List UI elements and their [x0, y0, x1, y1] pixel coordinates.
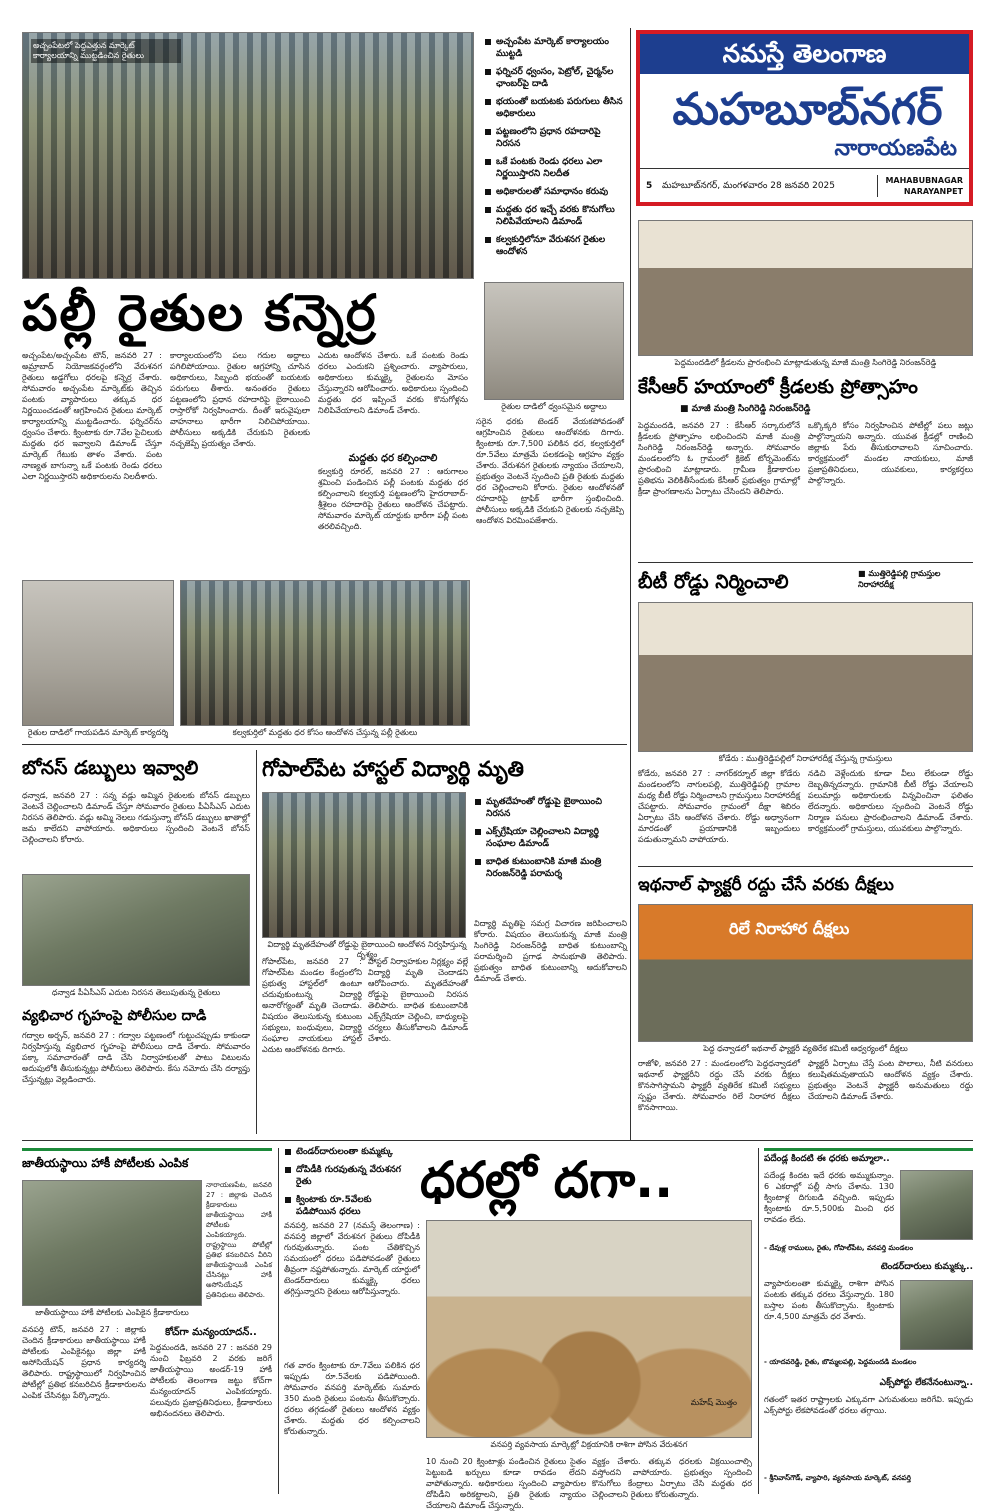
- police-body: గద్వాల అర్బన్‌, జనవరి 27 : గద్వాల పట్టణంలో గుట్టుచప్పుడు కాకుండా నిర్వహిస్తున్న వ్యభిచార గృహంపై పోలీసులు దాడి చేశారు. సోమవారం పక్కా సమాచారంతో దాడి చేసి నిర్వాహకులతో పాటు విటులను అదుపులోకి తీసుకున్నట్లు పోలీసులు తెలిపారు. కేసు నమోదు చేసి దర్యాప్తు చేస్తున్నట్లు వెల్లడించారు.: [22, 1031, 250, 1084]
- sports-headline: కేసీఆర్ హయాంలో క్రీడలకు ప్రోత్సాహం: [638, 376, 918, 398]
- hostel-bullet: బాధిత కుటుంబానికి మాజీ మంత్రి నిరంజన్‌రెడ్డి పరామర్శ: [474, 856, 627, 880]
- bt-road-col-1: కోడేరు, జనవరి 27 : నాగర్‌కర్నూల్‌ జిల్లా కోడేరు మండలంలోని నాగులపల్లి, ముత్తిరెడ్డిపల్లి గ్రామాల మధ్య బీటీ రోడ్డు నిర్మించాలని గ్రామస్తులు నిరాహారదీక్ష చేపట్టారు. సోమవారం గ్రామంలో దీక్షా శిబిరం ఏర్పాటు చేసి ఆందోళన చేశారు. రోడ్డు అధ్వానంగా మారడంతో ప్రయాణానికి ఇబ్బందులు పడుతున్నామని వాపోయారు.: [638, 769, 800, 844]
- hockey-photo-caption: జాతీయస్థాయి హాకీ పోటీలకు ఎంపికైన క్రీడాకారులు: [35, 1308, 189, 1317]
- ethanol-headline: ఇథనాల్ ఫ్యాక్టరీ రద్దు చేసే వరకు దీక్షలు: [638, 875, 894, 895]
- price-col-1: వనపర్తి, జనవరి 27 (నమస్తే తెలంగాణ) : వనపర్తి జిల్లాలో వేరుశనగ రైతులు దోపిడీకి గురవుతున్నారు. పంట చేతికొచ్చిన సమయంలో ధరలు పడిపోవడంతో రైతులు తీవ్రంగా నష్టపోతున్నారు. మార్కెట్‌ యార్డులో టెండర్‌దారులు కుమ్మక్కై ధరలు తగ్గిస్తున్నారని రైతులు ఆరోపిస్తున్నారు.: [284, 1221, 420, 1296]
- lead-col-3b: కల్వకుర్తి రూరల్‌, జనవరి 27 : ఆరుగాలం శ్రమించి పండించిన పల్లీ పంటకు మద్దతు ధర కల్పించాలని కల్వకుర్తి పట్టణంలోని హైదరాబాద్‌-శ్రీశైలం రహదారిపై రైతులు ఆందోళన చేపట్టారు. సోమవారం మార్కెట్‌ యార్డుకు భారీగా పల్లీ పంట తరలివచ్చింది.: [318, 467, 468, 531]
- edition-city: మహబూబ్‌నగర్: [672, 84, 943, 135]
- page-number: 5: [646, 181, 653, 191]
- lead-bullet: మద్దతు ధర ఇచ్చే వరకు కొనుగోలు నిలిపివేయాలని డిమాండ్: [484, 204, 624, 228]
- edition-subcity: నారాయణపేట: [834, 136, 957, 161]
- bt-road-side-note: ■ ముత్తిరెడ్డిపల్లి గ్రామస్తుల నిరాహారదీక్ష: [858, 569, 941, 589]
- ethanol-banner-text: రిలే నిరాహార దీక్షలు: [729, 919, 850, 938]
- bt-road-photo-caption: కోడేరు : ముత్తిరెడ్డిపల్లిలో నిరాహారదీక్ష చేస్తున్న గ్రామస్తులు: [718, 754, 893, 763]
- lead-bullet: భయంతో బయటకు పరుగులు తీసిన అధికారులు: [484, 96, 624, 120]
- ethanol-photo-caption: పెద్ద ధన్వాడలో ఇథనాల్ ఫ్యాక్టరీ వ్యతిరేక కమిటీ ఆధ్వర్యంలో దీక్షలు: [703, 1044, 908, 1053]
- price-col-4: వ్యక్తం చేశారు. తక్కువ ధరలకు విక్రయించాల్సి వస్తోందని వాపోయారు. ప్రభుత్వం స్పందించి కొనుగోలు కేంద్రాలు ఏర్పాటు చేసి మద్దతు ధర చెల్లించాలని రైతులు కోరుతున్నారు.: [592, 1457, 752, 1499]
- hockey-col-1: వనపర్తి టౌన్‌, జనవరి 27 : జిల్లాకు చెందిన క్రీడాకారులు జాతీయస్థాయి హాకీ పోటీలకు ఎంపికైనట్లు జిల్లా హాకీ అసోసియేషన్‌ ప్రధాన కార్యదర్శి తెలిపారు. రాష్ట్రస్థాయిలో నిర్వహించిన పోటీల్లో ప్రతిభ కనబరిచిన క్రీడాకారులను ఎంపిక చేసినట్లు పేర్కొన్నారు.: [22, 1325, 146, 1400]
- bonus-headline: బోనస్ డబ్బులు ఇవ్వాలి: [22, 757, 199, 779]
- sports-photo-caption: పెద్దమందడిలో క్రీడలను ప్రారంభించి మాట్లాడుతున్న మాజీ మంత్రి సింగిరెడ్డి నిరంజన్‌రెడ్డి: [674, 358, 937, 367]
- quote-2-body: వ్యాపారులంతా కుమ్మక్కై రాశిగా పోసిన పంటకు తక్కువ ధరలు వేస్తున్నారు. 180 బస్తాల పంట తీసుకొచ్చాను. క్వింటాకు రూ.4,500 మాత్రమే ధర వేశారు.: [764, 1279, 894, 1321]
- hostel-col-2: హాస్టల్‌ నిర్వాహకుల నిర్లక్ష్యం వల్లే విద్యార్థి మృతి చెందాడని ఆరోపించారు. మృతదేహంతో రోడ్డుపై బైఠాయించి నిరసన తెలిపారు. బాధిత కుటుంబానికి ఎక్స్‌గ్రేషియా చెల్లించి, బాధ్యులపై చర్యలు తీసుకోవాలని డిమాండ్‌ చేశారు.: [368, 957, 468, 1043]
- divider: [256, 750, 257, 1134]
- sports-photo: [638, 220, 973, 356]
- quote-2-title: టెండర్‌దారులు కుమ్మక్కు..: [880, 1262, 973, 1272]
- lead-col-4: సరైన ధరకు టెండర్‌ వేయకపోవడంతో ఆగ్రహించిన రైతులు ఆందోళనకు దిగారు. క్వింటాకు రూ.7,500 పలికిన ధర, కల్వకుర్తిలో రూ.5వేలు మాత్రమే పలకడంపై ఆగ్రహం వ్యక్తం చేశారు. వేరుశనగ రైతులకు న్యాయం చేయాలని, ప్రభుత్వం వెంటనే స్పందించి ప్రతి రైతుకు మద్దతు ధర చెల్లించాలని కోరారు. రైతుల ఆందోళనతో రహదారిపై ట్రాఫిక్‌ భారీగా స్తంభించింది. పోలీసులు అక్కడికి చేరుకుని రైతులకు నచ్చజెప్పి ఆందోళన విరమింపజేశారు.: [476, 417, 624, 525]
- secretary-photo-caption: రైతుల దాడిలో గాయపడిన మార్కెట్ కార్యదర్శి: [27, 728, 169, 737]
- room-photo: [484, 282, 624, 400]
- lead-bullet: ఫర్నిచర్ ధ్వంసం, పెట్రోల్, చైర్మన్‌ల ఛాంబర్‌పై దాడి: [484, 66, 624, 90]
- quote-2-attrib: - యాదవరెడ్డి, రైతు, బొమ్మలపల్లి, పెద్దమందడి మండలం: [764, 1358, 917, 1366]
- quote-3-attrib: - శ్రీనివాస్‌గౌడ్‌, వ్యాపారి, వ్యవసాయ మార్కెట్‌, వనపర్తి: [764, 1474, 911, 1482]
- lead-photo: [22, 32, 474, 279]
- quotes-top-bar: [764, 1148, 973, 1151]
- hostel-photo: [262, 792, 466, 938]
- quote-3-title: ఎక్స్‌పోర్టు లేకనేనంటున్నా..: [879, 1378, 973, 1388]
- lead-col-1: అచ్చంపేట/అచ్చంపేట టౌన్, జనవరి 27 : అమ్రాబాద్‌ నియోజకవర్గంలోని వేరుశనగ రైతులు అడ్డగోలు ధరలపై కన్నెర్ర చేశారు. సోమవారం అచ్చంపేట మార్కెట్‌కు తెచ్చిన పంటకు వ్యాపారులు తక్కువ ధర నిర్ణయించడంతో ఆగ్రహించిన రైతులు మార్కెట్‌ కార్యాలయాన్ని ముట్టడించారు. ఫర్నిచర్‌ను ధ్వంసం చేశారు. క్వింటాకు రూ.7వేల పైచిలుకు మద్దతు ధర ఇవ్వాలని డిమాండ్‌ చేస్తూ మార్కెట్‌ గేటుకు తాళం వేశారు. పంట నాణ్యత బాగున్నా ఒకే పంటకు రెండు ధరలు ఎలా నిర్ణయిస్తారని అధికారులను నిలదీశారు.: [22, 351, 162, 481]
- ethanol-col-1: రాజోళి, జనవరి 27 : మండలంలోని పెద్దధన్వాడలో ఇథనాల్‌ ఫ్యాక్టరీని రద్దు చేసే వరకు దీక్షలు కొనసాగిస్తామని ఫ్యాక్టరీ వ్యతిరేక కమిటీ సభ్యులు స్పష్టం చేశారు. సోమవారం రిలే నిరాహార దీక్షలు కొనసాగాయి.: [638, 1059, 800, 1112]
- quote-1-body: పదేండ్ల కిందట ఇదే ధరకు అమ్ముకున్నాం. 6 ఎకరాల్లో పల్లీ సాగు చేశాను. 130 క్వింటాళ్ల దిగుబడి వచ్చింది. ఇప్పుడు క్వింటాకు రూ.5,500కు మించి ధర రావడం లేదు.: [764, 1171, 894, 1224]
- lead-col-3: ఎదుట ఆందోళన చేశారు. ఒకే పంటకు రెండు ధరలు ఎందుకని ప్రశ్నించారు. వ్యాపారులు, అధికారులు కుమ్మక్కై రైతులను మోసం చేస్తున్నారని ఆరోపించారు. అధికారులు స్పందించి మద్దతు ధర ఇప్పించే వరకు కొనుగోళ్లను నిలిపివేయాలని డిమాండ్‌ చేశారు.: [318, 351, 468, 415]
- hostel-col-3-top: విద్యార్థి మృతిపై సమగ్ర విచారణ జరిపించాలని కోరారు. విషయం తెలుసుకున్న మాజీ మంత్రి సింగిరెడ్డి నిరంజన్‌రెడ్డి బాధిత కుటుంబాన్ని పరామర్శించి ప్రగాఢ సానుభూతి తెలిపారు. ప్రభుత్వం బాధిత కుటుంబాన్ని ఆదుకోవాలని డిమాండ్‌ చేశారు.: [474, 919, 627, 983]
- divider: [22, 1140, 973, 1141]
- sports-col-2: ఒక్కొక్కరి కోసం నిర్వహించిన పోటీల్లో పలు జట్లు పాల్గొన్నాయని అన్నారు. యువత క్రీడల్లో రాణించి జిల్లాకు పేరు తీసుకురావాలని సూచించారు. కార్యక్రమంలో మండల నాయకులు, మాజీ ప్రజాప్రతినిధులు, యువకులు, కార్యకర్తలు పాల్గొన్నారు.: [808, 421, 973, 485]
- hostel-photo-caption: విద్యార్థి మృతదేహంతో రోడ్డుపై బైఠాయించి ఆందోళన నిర్వహిస్తున్న దృశ్యం: [267, 940, 467, 959]
- lead-bullet: ఒకే పంటకు రెండు ధరలు ఎలా నిర్ణయిస్తారని నిలదీత: [484, 156, 624, 180]
- lead-photo-caption: అచ్చంపేటలో పెద్దఎత్తున మార్కెట్ కార్యాలయాన్ని ముట్టడించిన రైతులు: [31, 39, 181, 63]
- quote-1-title: పదేండ్ల కిందటి ఈ ధరకు అమ్మాలా..: [764, 1154, 890, 1164]
- divider: [638, 866, 973, 867]
- masthead-meta: [640, 168, 969, 206]
- bonus-photo-caption: ధన్వాడ పీఏసీఎస్ ఎదుట నిరసన తెలుపుతున్న రైతులు: [51, 988, 221, 997]
- price-bullets: [284, 1146, 414, 1224]
- hockey-headline: జాతీయస్థాయి హాకీ పోటీలకు ఎంపిక: [22, 1156, 189, 1170]
- divider: [22, 744, 627, 745]
- bt-road-headline: బీటీ రోడ్డు నిర్మించాలి: [638, 571, 789, 593]
- quote-1-attrib: - దేవుళ్ల రాములు, రైతు, గోపాల్‌పేట, వనపర్తి మండలం: [764, 1244, 914, 1252]
- farmer-1-photo: [900, 1170, 973, 1240]
- hostel-col-1: గోపాల్‌పేట, జనవరి 27 : గోపాల్‌పేట మండల కేంద్రంలోని ప్రభుత్వ హాస్టల్‌లో ఉంటూ చదువుకుంటున్న విద్యార్థి అనారోగ్యంతో మృతి చెందాడు. విషయం తెలుసుకున్న కుటుంబ సభ్యులు, బంధువులు, విద్యార్థి సంఘాల నాయకులు హాస్టల్‌ ఎదుట ఆందోళనకు దిగారు.: [262, 957, 362, 1054]
- masthead: [636, 30, 973, 206]
- hockey-subhead: కోచ్‌గా మన్యంయాదన్..: [165, 1327, 257, 1338]
- bonus-photo: [22, 874, 250, 986]
- lead-bullet: అధికారులతో సమాధానం కరువు: [484, 186, 624, 198]
- divider: [278, 1148, 279, 1494]
- lead-bullet: అచ్చంపేట మార్కెట్ కార్యాలయం ముట్టడి: [484, 36, 624, 60]
- hockey-col-2: పెద్దమందడి, జనవరి 27 : జనవరి 29 నుంచి ఫిబ్రవరి 2 వరకు జరిగే జాతీయస్థాయి అండర్‌-19 హాకీ పోటీలకు తెలంగాణ జట్టు కోచ్‌గా మన్యంయాదన్‌ ఎంపికయ్యారు. పలువురు ప్రజాప్రతినిధులు, క్రీడాకారులు అభినందనలు తెలిపారు.: [150, 1343, 272, 1418]
- price-bullet: టెండర్‌దారులంతా కుమ్మక్కు: [284, 1146, 414, 1158]
- divider: [638, 562, 973, 563]
- publish-date: మహబూబ్‌నగర్, మంగళవారం 28 జనవరి 2025: [662, 181, 835, 191]
- price-col-2: గత వారం క్వింటాకు రూ.7వేలు పలికిన ధర ఇప్పుడు రూ.5వేలకు పడిపోయింది. సోమవారం వనపర్తి మార్కెట్‌కు సుమారు 350 మంది రైతులు పంటను తీసుకొచ్చారు. ధరలు తగ్గడంతో రైతులు ఆందోళన వ్యక్తం చేశారు. మద్దతు ధర కల్పించాలని కోరుతున్నారు.: [284, 1361, 420, 1436]
- lead-subhead: మద్దతు ధర కల్పించాలి: [348, 453, 438, 464]
- hockey-headline-bar: [22, 1148, 272, 1151]
- hostel-bullets: [474, 796, 627, 886]
- sports-byline: ■ మాజీ మంత్రి సింగిరెడ్డి నిరంజన్‌రెడ్డి: [680, 404, 811, 414]
- price-photo: [426, 1220, 752, 1438]
- hockey-side: నారాయణపేట, జనవరి 27 : జిల్లాకు చెందిన క్రీడాకారులు జాతీయస్థాయి హాకీ పోటీలకు ఎంపికయ్యారు. రాష్ట్రస్థాయి పోటీల్లో ప్రతిభ కనబరిచిన వీరిని జాతీయస్థాయికి ఎంపిక చేసినట్లు హాకీ అసోసియేషన్‌ ప్రతినిధులు తెలిపారు.: [206, 1181, 272, 1299]
- hostel-headline: గోపాల్‌పేట హాస్టల్ విద్యార్థి మృతి: [262, 757, 524, 781]
- bt-road-col-2: నడిచి వెళ్లేందుకు కూడా వీలు లేకుండా రోడ్డు దెబ్బతిన్నదన్నారు. గ్రామానికి బీటీ రోడ్డు వేయాలని పలుమార్లు అధికారులకు విన్నవించినా ఫలితం లేదన్నారు. అధికారులు స్పందించి వెంటనే రోడ్డు నిర్మాణ పనులు ప్రారంభించాలని డిమాండ్‌ చేశారు. కార్యక్రమంలో గ్రామస్తులు, యువకులు పాల్గొన్నారు.: [808, 769, 973, 833]
- lead-bullet: కల్వకుర్తిలోనూ వేరుశనగ రైతుల ఆందోళన: [484, 234, 624, 258]
- hostel-bullet: ఎక్స్‌గ్రేషియా చెల్లించాలని విద్యార్థి సంఘాల డిమాండ్: [474, 826, 627, 850]
- kalwakurthy-photo: [180, 580, 470, 726]
- byline-square-icon: ■: [680, 404, 692, 414]
- side-note-square-icon: ■: [858, 569, 869, 578]
- lead-bullets: [484, 36, 624, 264]
- secretary-photo: [22, 580, 174, 726]
- police-headline: వ్యభిచార గృహంపై పోలీసుల దాడి: [22, 1008, 207, 1024]
- price-col-3: 10 నుంచి 20 క్వింటాళ్లు పండించిన రైతులు సైతం పెట్టుబడి ఖర్చులు కూడా రావడం లేదని వాపోతున్నారు. అధికారులు స్పందించి వ్యాపారుల దోపిడీని అరికట్టాలని, ప్రతి రైతుకు న్యాయం చేయాలని డిమాండ్‌ చేస్తున్నారు.: [426, 1457, 586, 1510]
- price-bullet: దోపిడీకి గురవుతున్న వేరుశనగ రైతు: [284, 1164, 414, 1188]
- edition-label: MAHABUBNAGAR NARAYANPET: [877, 175, 963, 197]
- lead-bullet: పట్టణంలోని ప్రధాన రహదారిపై నిరసన: [484, 126, 624, 150]
- ethanol-photo: [638, 904, 973, 1042]
- divider: [758, 1148, 759, 1494]
- kalwakurthy-photo-caption: కల్వకుర్తిలో మద్దతు ధర కోసం ఆందోళన చేస్తున్న పల్లీ రైతులు: [232, 728, 418, 737]
- divider: [630, 28, 631, 1140]
- lead-col-2: కార్యాలయంలోని పలు గదుల అద్దాలు పగిలిపోయాయి. రైతుల ఆగ్రహాన్ని చూసిన అధికారులు, సిబ్బంది భయంతో బయటకు పరుగులు తీశారు. అనంతరం రైతులు పట్టణంలోని ప్రధాన రహదారిపై బైఠాయించి రాస్తారోకో నిర్వహించారు. దీంతో ఇరువైపులా వాహనాలు భారీగా నిలిచిపోయాయి. పోలీసులు అక్కడికి చేరుకుని రైతులకు నచ్చజెప్పే ప్రయత్నం చేశారు.: [170, 351, 310, 448]
- lead-headline: పల్లీ రైతుల కన్నెర్ర: [22, 284, 378, 342]
- price-headline: ధరల్లో దగా..: [420, 1151, 674, 1209]
- sports-col-1: పెద్దమందడి, జనవరి 27 : కేసీఆర్‌ సర్కారులోనే క్రీడలకు ప్రోత్సాహం లభించిందని మాజీ మంత్రి సింగిరెడ్డి నిరంజన్‌రెడ్డి అన్నారు. సోమవారం మండలంలోని ఓ గ్రామంలో క్రికెట్‌ టోర్నమెంట్‌ను ప్రారంభించి మాట్లాడారు. గ్రామీణ క్రీడాకారుల ప్రతిభను వెలికితీసేందుకు కేసీఆర్‌ ప్రభుత్వం గ్రామాల్లో క్రీడా ప్రాంగణాలను ఏర్పాటు చేసిందని తెలిపారు.: [638, 421, 800, 496]
- hostel-bullet: మృతదేహంతో రోడ్డుపై బైఠాయించి నిరసన: [474, 796, 627, 820]
- bonus-body: ధన్వాడ, జనవరి 27 : సన్న వడ్లు అమ్మిన రైతులకు బోనస్‌ డబ్బులు వెంటనే చెల్లించాలని డిమాండ్‌ చేస్తూ సోమవారం రైతులు పీఏసీఎస్‌ ఎదుట నిరసన తెలిపారు. వడ్లు అమ్మి నెలలు గడుస్తున్నా బోనస్‌ డబ్బులు ఖాతాల్లో జమ కాలేదని వాపోయారు. అధికారులు స్పందించి వెంటనే బోనస్‌ చెల్లించాలని కోరారు.: [22, 791, 250, 844]
- ethanol-col-2: ఫ్యాక్టరీ ఏర్పాటు చేస్తే పంట పొలాలు, నీటి వనరులు కలుషితమవుతాయని ఆందోళన వ్యక్తం చేశారు. ప్రభుత్వం వెంటనే ఫ్యాక్టరీ అనుమతులు రద్దు చేయాలని డిమాండ్‌ చేశారు.: [808, 1059, 973, 1101]
- bt-road-photo: [638, 602, 973, 752]
- hockey-photo: [22, 1180, 202, 1306]
- price-bullet: క్వింటాకు రూ.5వేలకు పడిపోయిన ధరలు: [284, 1194, 414, 1218]
- paper-name: నమస్తే తెలంగాణ: [640, 34, 969, 74]
- quote-3-body: గతంలో ఇతర రాష్ట్రాలకు ఎక్కువగా ఎగుమతులు జరిగేవి. ఇప్పుడు ఎక్స్‌పోర్టు లేకపోవడంతో ధరలు తగ్గాయి.: [764, 1395, 973, 1415]
- price-photo-caption: వనపర్తి వ్యవసాయ మార్కెట్లో విక్రయానికి రాశిగా పోసిన వేరుశనగ: [490, 1440, 688, 1449]
- price-photo-credit: మహేష్ మొత్తం: [690, 1398, 737, 1407]
- room-photo-caption: రైతుల దాడిలో ధ్వంసమైన అద్దాలు: [501, 402, 607, 411]
- farmer-2-photo: [900, 1280, 973, 1350]
